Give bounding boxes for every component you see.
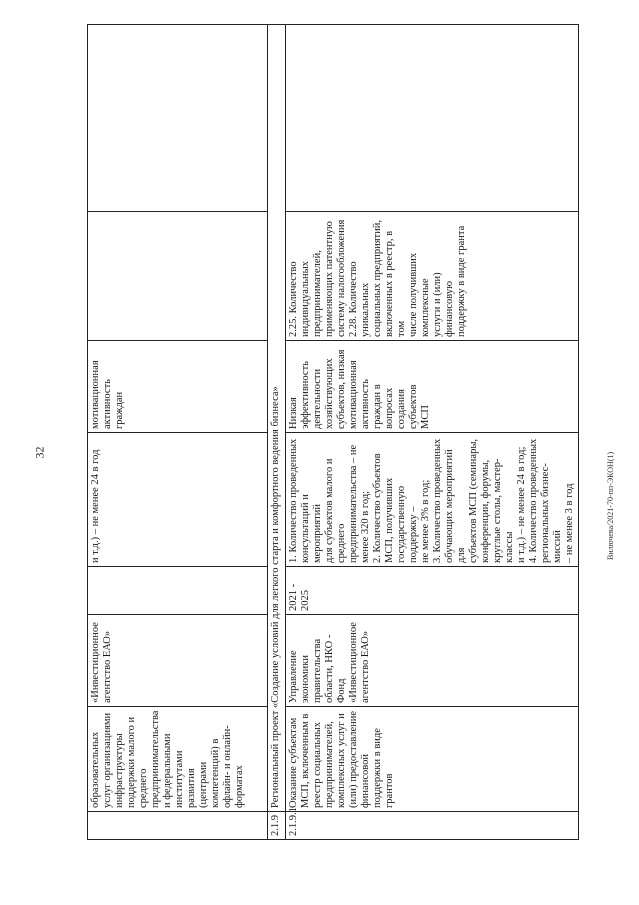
cell-event-name: Оказание субъектам МСП, включенным в реестр социальных предпринимателей, комплексных услуг и (или) предоставление финансовой поддержки в виде грантов [286, 707, 579, 812]
rotated-table-container [87, 24, 575, 840]
table-row-main [286, 25, 579, 840]
cell-result: 1. Количество проведенных консультаций и мероприятий для субъектов малого и среднего предпринимательства – не менее 320 в год; 2. Количество субъектов МСП, получивших государственную поддержку – не менее 3% в год; 3. Количество проведенных обучающих мероприятий для субъектов МСП (семинары, конференции, форумы, круглые столы, мастер-классы и т.д.) – не менее 24 в год; 4. Количество проведенных региональных бизнес-миссий – не менее 3 в год [286, 433, 579, 567]
cell-executor: Управление экономики правительства области, НКО - Фонд «Инвестиционное агентство ЕАО» [286, 615, 579, 707]
table-row-continued [88, 25, 268, 840]
cell-extra [286, 25, 579, 212]
cell-result: и т.д.) – не менее 24 в год [88, 433, 268, 567]
cell-section-number: 2.1.9 [268, 812, 286, 840]
cell-risk: мотивационная активность граждан [88, 341, 268, 433]
cell-extra [88, 25, 268, 212]
cell-section-title: Региональный проект «Создание условий для легкого старта и комфортного ведения бизнеса» [268, 25, 286, 812]
cell-term: 2021 - 2025 [286, 567, 579, 615]
cell-term [88, 567, 268, 615]
cell-executor: «Инвестиционное агентство ЕАО» [88, 615, 268, 707]
cell-indicator: 2.25. Количество индивидуальных предпринимателей, применяющих патентную систему налогообложения 2.28. Количество уникальных социальных предприятий, включенных в реестр, в том числе получивших комплексные услуги и (или) финансовую поддержку в виде гранта [286, 212, 579, 341]
plan-table [87, 24, 579, 840]
table-row-section [268, 25, 286, 840]
cell-risk: Низкая эффективность деятельности хозяйствующих субъектов, низкая мотивационная активность граждан в вопросах создания субъектов МСП [286, 341, 579, 433]
document-id: Вилючева/2021-70-пп-ЭКОН(1) [606, 451, 615, 560]
page-number: 32 [32, 446, 47, 459]
cell-number: 2.1.9.1 [286, 812, 579, 840]
cell-event-name: образовательных услуг организациями инфраструктуры поддержки малого и среднего предпринимательства и федеральными институтами развития (центрами компетенций) в офлайн- и онлайн- форматах [88, 707, 268, 812]
cell-number [88, 812, 268, 840]
cell-indicator [88, 212, 268, 341]
